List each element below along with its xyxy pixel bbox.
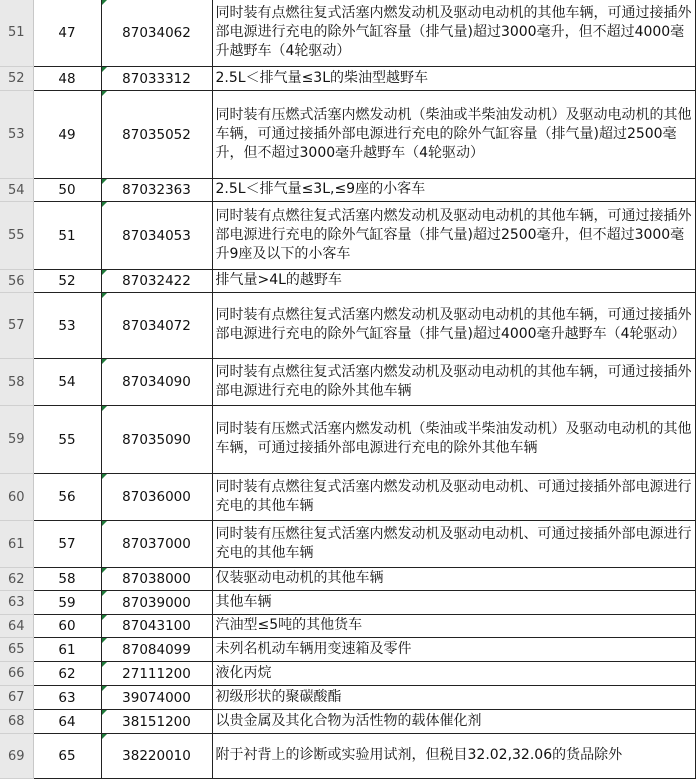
table-row (0, 615, 695, 638)
row-header[interactable]: 63 (0, 591, 33, 615)
table-row (0, 521, 695, 568)
description-cell[interactable]: 2.5L＜排气量≤3L的柴油型越野车 (212, 67, 695, 91)
code-cell[interactable]: 87036000 (101, 474, 212, 521)
code-cell[interactable]: 87034072 (101, 293, 212, 359)
row-header[interactable]: 68 (0, 710, 33, 734)
code-cell[interactable]: 87038000 (101, 568, 212, 591)
table-row (0, 406, 695, 474)
description-cell[interactable]: 排气量>4L的越野车 (212, 270, 695, 293)
description-cell[interactable]: 初级形状的聚碳酸酯 (212, 686, 695, 710)
code-cell[interactable]: 87034053 (101, 202, 212, 270)
seq-cell[interactable]: 51 (33, 202, 101, 270)
row-header[interactable]: 69 (0, 734, 33, 779)
description-cell[interactable]: 液化丙烷 (212, 662, 695, 686)
table-row (0, 568, 695, 591)
seq-cell[interactable]: 62 (33, 662, 101, 686)
seq-cell[interactable]: 56 (33, 474, 101, 521)
seq-cell[interactable]: 49 (33, 91, 101, 179)
table-row (0, 662, 695, 686)
row-header[interactable]: 67 (0, 686, 33, 710)
description-cell[interactable]: 汽油型≤5吨的其他货车 (212, 615, 695, 638)
seq-cell[interactable]: 59 (33, 591, 101, 615)
seq-cell[interactable]: 55 (33, 406, 101, 474)
row-header[interactable]: 60 (0, 474, 33, 521)
seq-cell[interactable]: 60 (33, 615, 101, 638)
seq-cell[interactable]: 50 (33, 179, 101, 202)
row-header[interactable]: 53 (0, 91, 33, 179)
code-cell[interactable]: 87032363 (101, 179, 212, 202)
description-cell[interactable]: 以贵金属及其化合物为活性物的载体催化剂 (212, 710, 695, 734)
table-row (0, 270, 695, 293)
code-cell[interactable]: 39074000 (101, 686, 212, 710)
code-cell[interactable]: 87035052 (101, 91, 212, 179)
table-row (0, 710, 695, 734)
code-cell[interactable]: 87039000 (101, 591, 212, 615)
seq-cell[interactable]: 54 (33, 359, 101, 406)
table-row (0, 293, 695, 359)
table-row (0, 638, 695, 662)
row-header[interactable]: 55 (0, 202, 33, 270)
code-cell[interactable]: 38151200 (101, 710, 212, 734)
row-header[interactable]: 62 (0, 568, 33, 591)
row-header[interactable]: 57 (0, 293, 33, 359)
description-cell[interactable]: 仅装驱动电动机的其他车辆 (212, 568, 695, 591)
seq-cell[interactable]: 63 (33, 686, 101, 710)
table-row (0, 734, 695, 779)
table-row (0, 474, 695, 521)
description-cell[interactable]: 同时装有压燃式活塞内燃发动机（柴油或半柴油发动机）及驱动电动机的其他车辆，可通过接插外部电源进行充电的除外其他车辆 (212, 406, 695, 474)
table-row (0, 686, 695, 710)
seq-cell[interactable]: 65 (33, 734, 101, 779)
table-row (0, 67, 695, 91)
seq-cell[interactable]: 57 (33, 521, 101, 568)
description-cell[interactable]: 同时装有点燃往复式活塞内燃发动机及驱动电动机的其他车辆，可通过接插外部电源进行充电的除外气缸容量（排气量)超过2500毫升，但不超过3000毫升9座及以下的小客车 (212, 202, 695, 270)
code-cell[interactable]: 38220010 (101, 734, 212, 779)
row-header[interactable]: 61 (0, 521, 33, 568)
code-cell[interactable]: 87035090 (101, 406, 212, 474)
row-header[interactable]: 54 (0, 179, 33, 202)
seq-cell[interactable]: 52 (33, 270, 101, 293)
seq-cell[interactable]: 48 (33, 67, 101, 91)
row-header[interactable]: 58 (0, 359, 33, 406)
description-cell[interactable]: 2.5L＜排气量≤3L,≤9座的小客车 (212, 179, 695, 202)
row-header[interactable]: 59 (0, 406, 33, 474)
description-cell[interactable]: 附于衬背上的诊断或实验用试剂，但税目32.02,32.06的货品除外 (212, 734, 695, 779)
code-cell[interactable]: 87037000 (101, 521, 212, 568)
seq-cell[interactable]: 58 (33, 568, 101, 591)
table-row (0, 202, 695, 270)
row-header[interactable]: 52 (0, 67, 33, 91)
code-cell[interactable]: 87034090 (101, 359, 212, 406)
table-row (0, 179, 695, 202)
description-cell[interactable]: 未列名机动车辆用变速箱及零件 (212, 638, 695, 662)
table-row (0, 359, 695, 406)
code-cell[interactable]: 27111200 (101, 662, 212, 686)
description-cell[interactable]: 同时装有点燃往复式活塞内燃发动机及驱动电动机的其他车辆，可通过接插外部电源进行充电的除外气缸容量（排气量)超过4000毫升越野车（4轮驱动） (212, 293, 695, 359)
code-cell[interactable]: 87032422 (101, 270, 212, 293)
seq-cell[interactable]: 47 (33, 0, 101, 67)
description-cell[interactable]: 同时装有压燃式活塞内燃发动机（柴油或半柴油发动机）及驱动电动机的其他车辆，可通过接插外部电源进行充电的除外气缸容量（排气量)超过2500毫升，但不超过3000毫升越野车（4轮驱动） (212, 91, 695, 179)
code-cell[interactable]: 87084099 (101, 638, 212, 662)
description-cell[interactable]: 其他车辆 (212, 591, 695, 615)
code-cell[interactable]: 87034062 (101, 0, 212, 67)
table-row (0, 0, 695, 67)
table-row (0, 591, 695, 615)
description-cell[interactable]: 同时装有点燃往复式活塞内燃发动机及驱动电动机的其他车辆，可通过接插外部电源进行充电的除外其他车辆 (212, 359, 695, 406)
description-cell[interactable]: 同时装有压燃往复式活塞内燃发动机及驱动电动机、可通过接插外部电源进行充电的其他车辆 (212, 521, 695, 568)
description-cell[interactable]: 同时装有点燃往复式活塞内燃发动机及驱动电动机、可通过接插外部电源进行充电的其他车辆 (212, 474, 695, 521)
code-cell[interactable]: 87043100 (101, 615, 212, 638)
seq-cell[interactable]: 64 (33, 710, 101, 734)
row-header[interactable]: 56 (0, 270, 33, 293)
seq-cell[interactable]: 53 (33, 293, 101, 359)
row-header[interactable]: 51 (0, 0, 33, 67)
seq-cell[interactable]: 61 (33, 638, 101, 662)
description-cell[interactable]: 同时装有点燃往复式活塞内燃发动机及驱动电动机的其他车辆，可通过接插外部电源进行充电的除外气缸容量（排气量)超过3000毫升，但不超过4000毫升越野车（4轮驱动） (212, 0, 695, 67)
code-cell[interactable]: 87033312 (101, 67, 212, 91)
row-header[interactable]: 65 (0, 638, 33, 662)
row-header[interactable]: 64 (0, 615, 33, 638)
row-header[interactable]: 66 (0, 662, 33, 686)
table-row (0, 91, 695, 179)
